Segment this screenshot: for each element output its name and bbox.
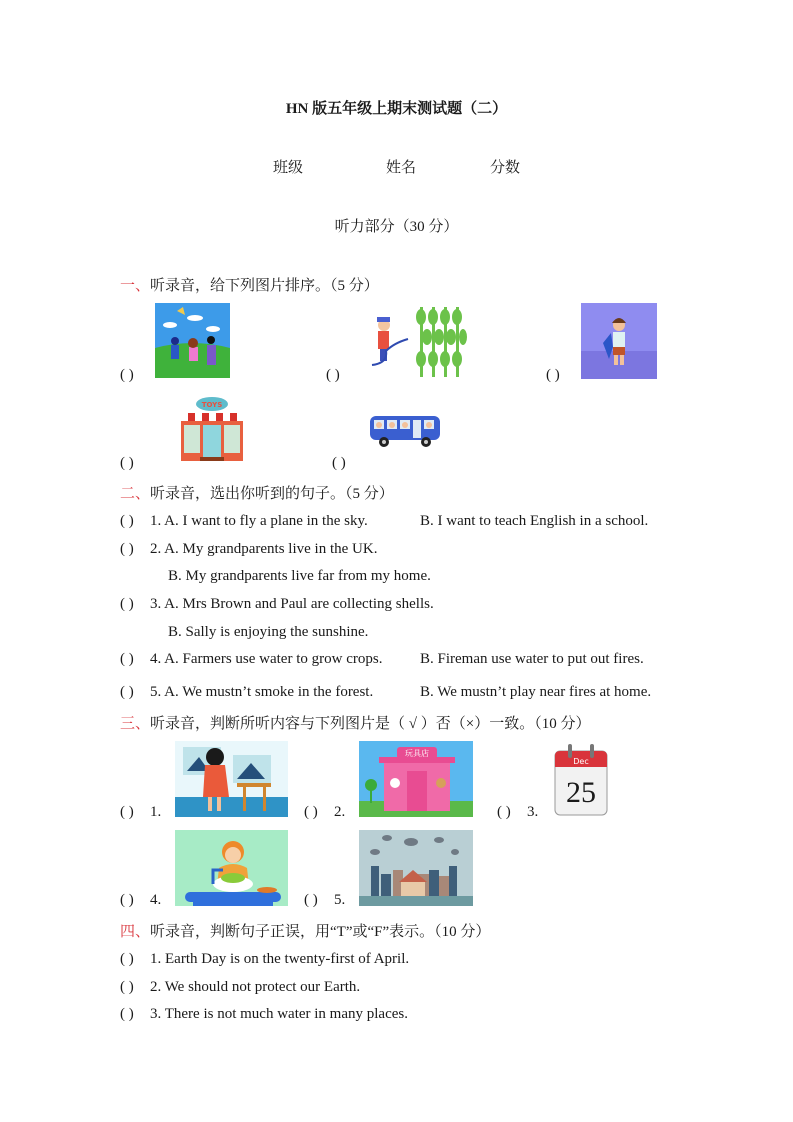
answer-blank[interactable]: ( ) [120,892,134,908]
answer-blank[interactable]: ( ) [120,979,134,995]
bus-with-passengers-image [368,414,442,448]
calendar-icon [553,743,609,818]
score-label: 分数 [490,160,521,176]
section-2-number: 二、 [120,486,151,502]
item-3-3-label: 3. [527,804,539,820]
section-2-heading [120,482,394,503]
answer-blank[interactable]: ( ) [120,367,134,383]
section-3-number: 三、 [120,716,151,732]
name-label: 姓名 [386,160,417,176]
answer-blank[interactable]: ( ) [120,684,134,700]
toy-store-sign: 玩具店 [405,749,429,758]
answer-blank[interactable]: ( ) [120,1006,134,1022]
section-4-number: 四、 [120,924,151,940]
toy-store-image [178,395,246,463]
section-3-heading [120,712,590,733]
answer-blank[interactable]: ( ) [120,804,134,820]
question-2-4-option-a: 4. A. Farmers use water to grow crops. [150,651,383,667]
section-4-heading [120,920,490,941]
section-1-heading [120,274,379,295]
section-1-text: 听录音，给下列图片排序。（5 分） [150,278,379,294]
question-4-3: 3. There is not much water in many places. [150,1006,408,1022]
question-2-2-option-b: B. My grandparents live far from my home. [168,568,431,584]
svg-text:TOYS: TOYS [201,401,223,409]
section-1-number: 一、 [120,278,151,294]
answer-blank[interactable]: ( ) [120,455,134,471]
answer-blank[interactable]: ( ) [120,513,134,529]
question-2-5-option-b: B. We mustn’t play near fires at home. [420,684,652,700]
answer-blank[interactable]: ( ) [332,455,346,471]
girl-painting-image [175,741,288,817]
question-2-3-option-b: B. Sally is enjoying the sunshine. [168,624,369,640]
polluted-city-rain-image [359,830,473,906]
answer-blank[interactable]: ( ) [120,541,134,557]
calendar-month: Dec [573,757,589,766]
calendar-day: 25 [566,776,596,809]
pink-toy-store-image [359,741,473,817]
question-2-5-option-a: 5. A. We mustn’t smoke in the forest. [150,684,374,700]
answer-blank[interactable]: ( ) [304,804,318,820]
section-2-text: 听录音，选出你听到的句子。（5 分） [150,486,394,502]
answer-blank[interactable]: ( ) [304,892,318,908]
item-3-2-label: 2. [334,804,346,820]
section-3-text: 听录音，判断所听内容与下列图片是（ √ ）否（×）一致。（10 分） [150,716,591,732]
question-2-2-option-a: 2. A. My grandparents live in the UK. [150,541,378,557]
question-4-2: 2. We should not protect our Earth. [150,979,361,995]
answer-blank[interactable]: ( ) [546,367,560,383]
answer-blank[interactable]: ( ) [497,804,511,820]
question-2-4-option-b: B. Fireman use water to put out fires. [420,651,644,667]
boy-with-towel-image [581,303,657,379]
question-2-3-option-a: 3. A. Mrs Brown and Paul are collecting shells. [150,596,434,612]
question-2-1-option-b: B. I want to teach English in a school. [420,513,649,529]
item-3-5-label: 5. [334,892,346,908]
part-title: 听力部分（30 分） [334,219,459,235]
question-4-1: 1. Earth Day is on the twenty-first of April. [150,951,410,967]
children-flying-kite-image [155,303,230,378]
item-3-4-label: 4. [150,892,162,908]
answer-blank[interactable]: ( ) [120,951,134,967]
answer-blank[interactable]: ( ) [120,596,134,612]
farmer-watering-crops-image [368,303,468,381]
answer-blank[interactable]: ( ) [326,367,340,383]
answer-blank[interactable]: ( ) [120,651,134,667]
page-title: HN 版五年级上期末测试题（二） [285,101,508,117]
girl-washing-vegetables-image [175,830,288,906]
item-3-1-label: 1. [150,804,162,820]
class-label: 班级 [273,160,304,176]
section-4-text: 听录音，判断句子正误，用“T”或“F”表示。（10 分） [150,924,491,940]
question-2-1-option-a: 1. A. I want to fly a plane in the sky. [150,513,368,529]
